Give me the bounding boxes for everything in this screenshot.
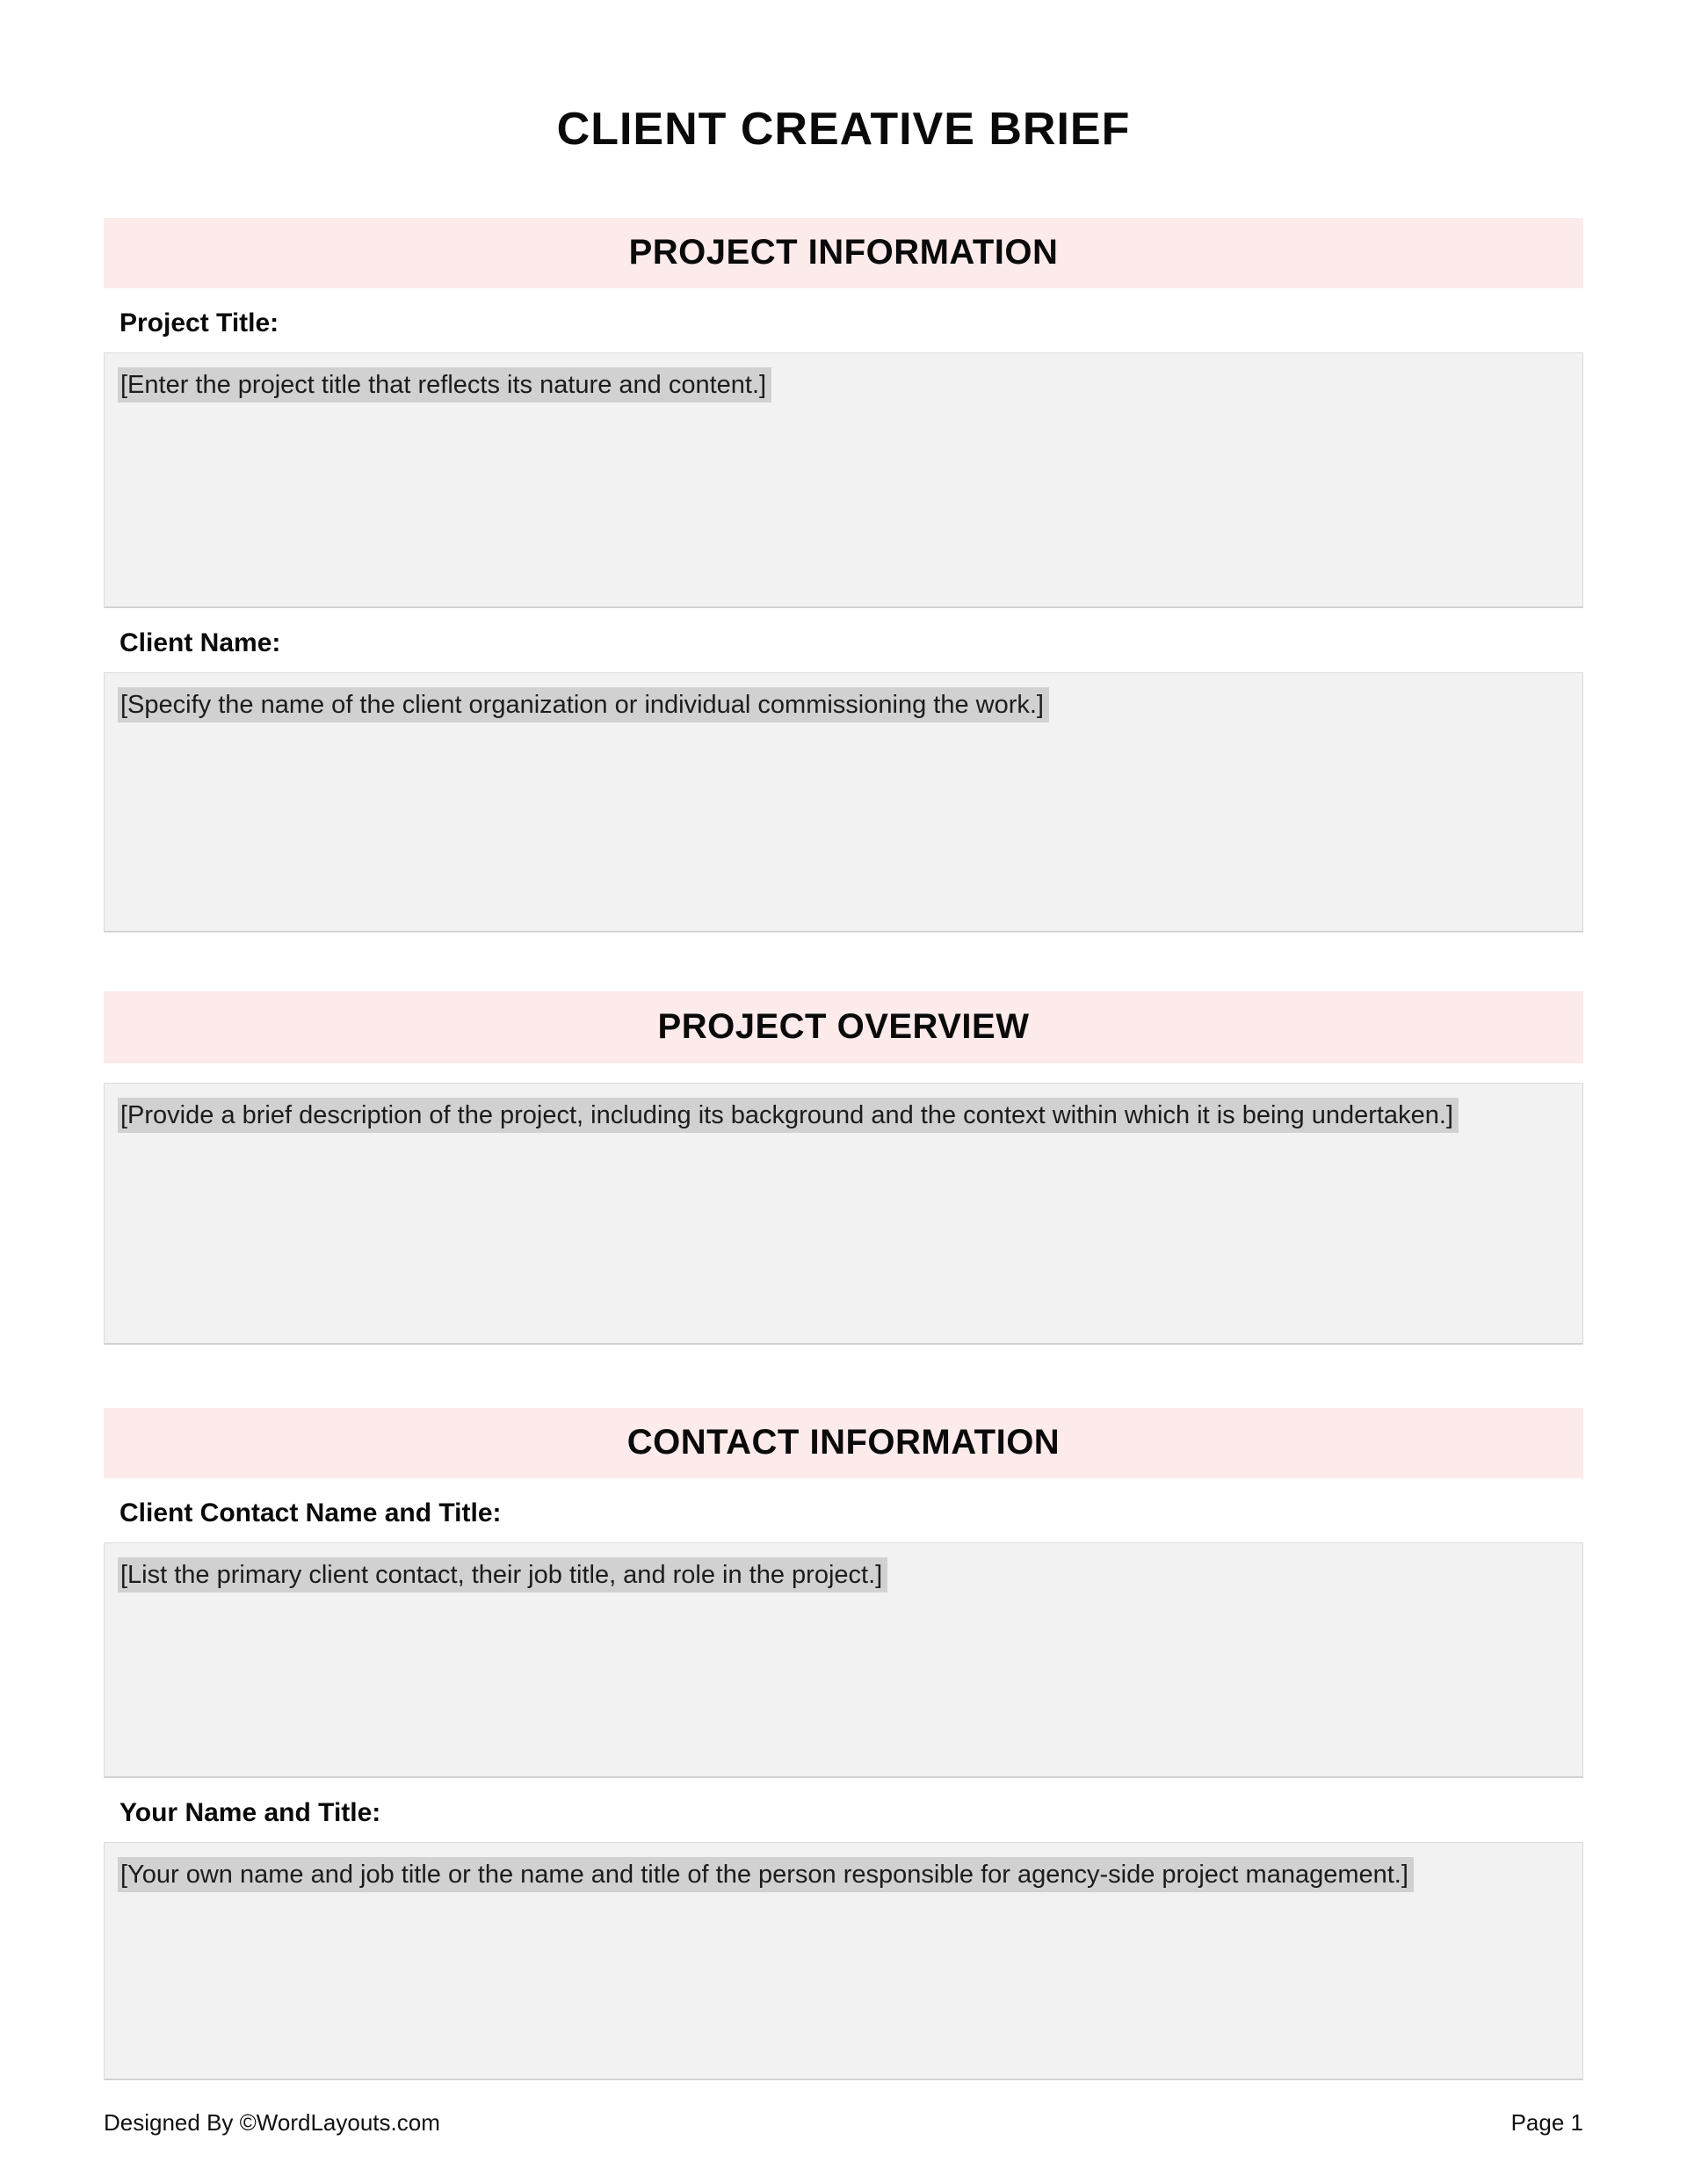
footer-credit: Designed By ©WordLayouts.com [104, 2109, 440, 2136]
field-label-client-contact: Client Contact Name and Title: [119, 1498, 502, 1527]
section-header-label: CONTACT INFORMATION [626, 1423, 1061, 1462]
input-client-contact[interactable] [104, 1542, 1583, 1778]
section-header-label: PROJECT OVERVIEW [657, 1007, 1030, 1047]
placeholder-project-title[interactable]: [Enter the project title that reflects its nature and content.] [118, 367, 771, 403]
placeholder-your-name[interactable]: [Your own name and job title or the name and title of the person responsible for agency-side project management.] [118, 1857, 1414, 1892]
placeholder-client-name[interactable]: [Specify the name of the client organization or individual commissioning the work.] [118, 687, 1049, 722]
document-body [104, 218, 1583, 2080]
input-project-overview[interactable] [104, 1083, 1583, 1345]
input-client-name[interactable] [104, 672, 1583, 932]
page-footer [104, 2109, 1583, 2137]
placeholder-project-overview[interactable]: [Provide a brief description of the project, including its background and the context within which it is being undertaken.] [118, 1098, 1459, 1133]
field-label-your-name: Your Name and Title: [119, 1797, 381, 1827]
input-project-title[interactable] [104, 352, 1583, 608]
field-label-client-name: Client Name: [119, 628, 281, 657]
section-header-label: PROJECT INFORMATION [628, 233, 1059, 272]
footer-page-number: Page 1 [1510, 2109, 1583, 2136]
input-your-name[interactable] [104, 1842, 1583, 2080]
section-header-project-information [104, 218, 1583, 288]
field-label-project-title: Project Title: [119, 308, 279, 337]
document-title: CLIENT CREATIVE BRIEF [556, 104, 1131, 155]
placeholder-client-contact[interactable]: [List the primary client contact, their job title, and role in the project.] [118, 1557, 887, 1593]
section-header-project-overview [104, 991, 1583, 1063]
section-header-contact-information [104, 1408, 1583, 1478]
